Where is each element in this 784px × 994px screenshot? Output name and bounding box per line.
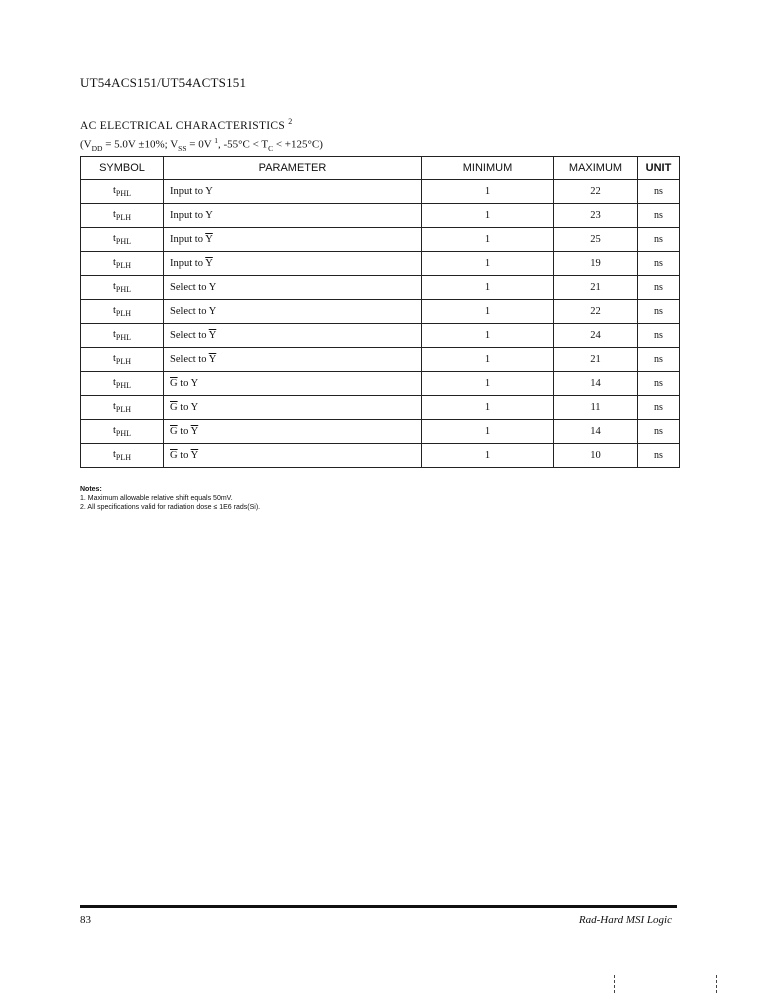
column-header-symbol: SYMBOL bbox=[81, 157, 164, 180]
symbol-cell bbox=[81, 300, 164, 324]
unit-cell: ns bbox=[638, 324, 680, 348]
parameter-cell bbox=[164, 228, 422, 252]
symbol-cell bbox=[81, 252, 164, 276]
symbol-subscript: PHL bbox=[115, 333, 132, 342]
parameter-input: Input to bbox=[170, 186, 206, 197]
vss-text: = 0V bbox=[186, 138, 215, 151]
minimum-cell: 1 bbox=[422, 300, 554, 324]
maximum-cell: 14 bbox=[554, 420, 638, 444]
parameter-cell bbox=[164, 420, 422, 444]
parameter-output: $\overline{Y}$ bbox=[205, 234, 213, 245]
parameter-input: $\overline{G}$ bbox=[170, 426, 178, 437]
table-row bbox=[81, 420, 680, 444]
table-body bbox=[81, 180, 680, 468]
maximum-cell: 11 bbox=[554, 396, 638, 420]
parameter-input: $\overline{G}$ bbox=[170, 402, 178, 413]
vdd-text: = 5.0V ±10%; V bbox=[102, 138, 179, 151]
unit-cell: ns bbox=[638, 372, 680, 396]
symbol-subscript: PLH bbox=[115, 261, 132, 270]
symbol-subscript: PHL bbox=[115, 381, 132, 390]
symbol-cell bbox=[81, 372, 164, 396]
table-row bbox=[81, 228, 680, 252]
unit-cell: ns bbox=[638, 180, 680, 204]
symbol-main: t bbox=[112, 233, 116, 244]
parameter-cell bbox=[164, 372, 422, 396]
symbol-cell bbox=[81, 276, 164, 300]
column-header-maximum: MAXIMUM bbox=[554, 157, 638, 180]
scan-mark bbox=[614, 975, 616, 993]
symbol-main: t bbox=[112, 377, 116, 388]
maximum-cell: 22 bbox=[554, 180, 638, 204]
tc-subscript: C bbox=[268, 143, 274, 153]
minimum-cell: 1 bbox=[422, 252, 554, 276]
conditions-prefix: (V bbox=[80, 138, 92, 151]
parameter-input: Input to bbox=[170, 258, 206, 269]
symbol-main: t bbox=[112, 353, 116, 364]
column-header-parameter: PARAMETER bbox=[164, 157, 422, 180]
symbol-subscript: PHL bbox=[115, 285, 132, 294]
parameter-output: $\overline{Y}$ bbox=[205, 258, 213, 269]
parameter-output: Y bbox=[190, 402, 199, 413]
parameter-output: Y bbox=[208, 282, 217, 293]
column-header-unit: UNIT bbox=[638, 157, 680, 180]
table-row bbox=[81, 324, 680, 348]
symbol-main: t bbox=[112, 401, 116, 412]
scan-mark bbox=[716, 975, 718, 993]
vdd-subscript: DD bbox=[91, 143, 103, 153]
maximum-cell: 21 bbox=[554, 276, 638, 300]
minimum-cell: 1 bbox=[422, 228, 554, 252]
unit-cell: ns bbox=[638, 300, 680, 324]
symbol-main: t bbox=[112, 449, 116, 460]
symbol-cell bbox=[81, 396, 164, 420]
table-row bbox=[81, 300, 680, 324]
symbol-subscript: PLH bbox=[115, 453, 132, 462]
symbol-subscript: PLH bbox=[115, 309, 132, 318]
minimum-cell: 1 bbox=[422, 420, 554, 444]
symbol-main: t bbox=[112, 329, 116, 340]
parameter-cell bbox=[164, 324, 422, 348]
unit-cell: ns bbox=[638, 348, 680, 372]
symbol-subscript: PLH bbox=[115, 405, 132, 414]
parameter-connector: to bbox=[177, 402, 191, 413]
table-header-row bbox=[81, 157, 680, 180]
ac-characteristics-table bbox=[80, 156, 680, 468]
symbol-main: t bbox=[112, 257, 116, 268]
footer-divider bbox=[80, 905, 677, 908]
symbol-main: t bbox=[112, 281, 116, 292]
parameter-input: Select to bbox=[170, 354, 209, 365]
section-title-text: AC ELECTRICAL CHARACTERISTICS bbox=[80, 119, 286, 132]
symbol-main: t bbox=[112, 425, 116, 436]
minimum-cell: 1 bbox=[422, 372, 554, 396]
symbol-cell bbox=[81, 228, 164, 252]
maximum-cell: 25 bbox=[554, 228, 638, 252]
test-conditions bbox=[80, 136, 323, 153]
table-row bbox=[81, 444, 680, 468]
note-item: 2. All specifications valid for radiation dose ≤ 1E6 rads(Si). bbox=[80, 504, 261, 511]
parameter-input: Select to bbox=[170, 330, 209, 341]
symbol-cell bbox=[81, 348, 164, 372]
symbol-main: t bbox=[112, 305, 116, 316]
notes-title: Notes: bbox=[80, 486, 102, 493]
parameter-input: Input to bbox=[170, 210, 206, 221]
table-row bbox=[81, 252, 680, 276]
symbol-subscript: PLH bbox=[115, 213, 132, 222]
symbol-subscript: PHL bbox=[115, 429, 132, 438]
symbol-main: t bbox=[112, 185, 116, 196]
parameter-cell bbox=[164, 300, 422, 324]
table-row bbox=[81, 180, 680, 204]
parameter-input: $\overline{G}$ bbox=[170, 450, 178, 461]
parameter-cell bbox=[164, 276, 422, 300]
document-header: UT54ACS151/UT54ACTS151 bbox=[80, 75, 247, 90]
minimum-cell: 1 bbox=[422, 276, 554, 300]
vss-subscript: SS bbox=[178, 143, 187, 153]
parameter-input: Input to bbox=[170, 234, 206, 245]
parameter-output: $\overline{Y}$ bbox=[190, 450, 199, 461]
footer-label: Rad-Hard MSI Logic bbox=[578, 914, 672, 926]
parameter-connector: to bbox=[177, 378, 191, 389]
parameter-connector: to bbox=[177, 450, 191, 461]
table-row bbox=[81, 372, 680, 396]
symbol-main: t bbox=[112, 209, 116, 220]
unit-cell: ns bbox=[638, 444, 680, 468]
symbol-subscript: PLH bbox=[115, 357, 132, 366]
minimum-cell: 1 bbox=[422, 204, 554, 228]
temp-text: , -55°C < T bbox=[217, 138, 269, 151]
column-header-minimum: MINIMUM bbox=[422, 157, 554, 180]
maximum-cell: 10 bbox=[554, 444, 638, 468]
symbol-cell bbox=[81, 324, 164, 348]
maximum-cell: 14 bbox=[554, 372, 638, 396]
symbol-subscript: PHL bbox=[115, 189, 132, 198]
table-row bbox=[81, 396, 680, 420]
parameter-output: Y bbox=[205, 186, 213, 197]
unit-cell: ns bbox=[638, 204, 680, 228]
parameter-cell bbox=[164, 204, 422, 228]
symbol-cell bbox=[81, 180, 164, 204]
parameter-output: Y bbox=[205, 210, 213, 221]
table-row bbox=[81, 348, 680, 372]
minimum-cell: 1 bbox=[422, 180, 554, 204]
unit-cell: ns bbox=[638, 420, 680, 444]
maximum-cell: 19 bbox=[554, 252, 638, 276]
maximum-cell: 24 bbox=[554, 324, 638, 348]
parameter-cell bbox=[164, 396, 422, 420]
parameter-connector: to bbox=[177, 426, 191, 437]
symbol-cell bbox=[81, 420, 164, 444]
parameter-cell bbox=[164, 180, 422, 204]
parameter-cell bbox=[164, 444, 422, 468]
parameter-output: $\overline{Y}$ bbox=[208, 330, 217, 341]
section-title bbox=[80, 117, 293, 132]
minimum-cell: 1 bbox=[422, 396, 554, 420]
section-title-note-ref: 2 bbox=[288, 117, 293, 126]
parameter-input: Select to bbox=[170, 306, 209, 317]
note-item: 1. Maximum allowable relative shift equals 50mV. bbox=[80, 495, 233, 502]
parameter-input: $\overline{G}$ bbox=[170, 378, 178, 389]
symbol-subscript: PHL bbox=[115, 237, 132, 246]
parameter-input: Select to bbox=[170, 282, 209, 293]
conditions-suffix: < +125°C) bbox=[273, 138, 323, 151]
unit-cell: ns bbox=[638, 276, 680, 300]
maximum-cell: 23 bbox=[554, 204, 638, 228]
parameter-cell bbox=[164, 348, 422, 372]
notes bbox=[80, 485, 260, 512]
maximum-cell: 22 bbox=[554, 300, 638, 324]
symbol-cell bbox=[81, 444, 164, 468]
unit-cell: ns bbox=[638, 228, 680, 252]
parameter-output: $\overline{Y}$ bbox=[190, 426, 199, 437]
table-row bbox=[81, 204, 680, 228]
parameter-output: $\overline{Y}$ bbox=[208, 354, 217, 365]
parameter-output: Y bbox=[208, 306, 217, 317]
minimum-cell: 1 bbox=[422, 348, 554, 372]
symbol-cell bbox=[81, 204, 164, 228]
parameter-output: Y bbox=[190, 378, 199, 389]
unit-cell: ns bbox=[638, 396, 680, 420]
unit-cell: ns bbox=[638, 252, 680, 276]
page-number: 83 bbox=[80, 914, 91, 926]
minimum-cell: 1 bbox=[422, 444, 554, 468]
parameter-cell bbox=[164, 252, 422, 276]
table-row bbox=[81, 276, 680, 300]
vss-note-ref: 1 bbox=[214, 136, 218, 145]
maximum-cell: 21 bbox=[554, 348, 638, 372]
minimum-cell: 1 bbox=[422, 324, 554, 348]
